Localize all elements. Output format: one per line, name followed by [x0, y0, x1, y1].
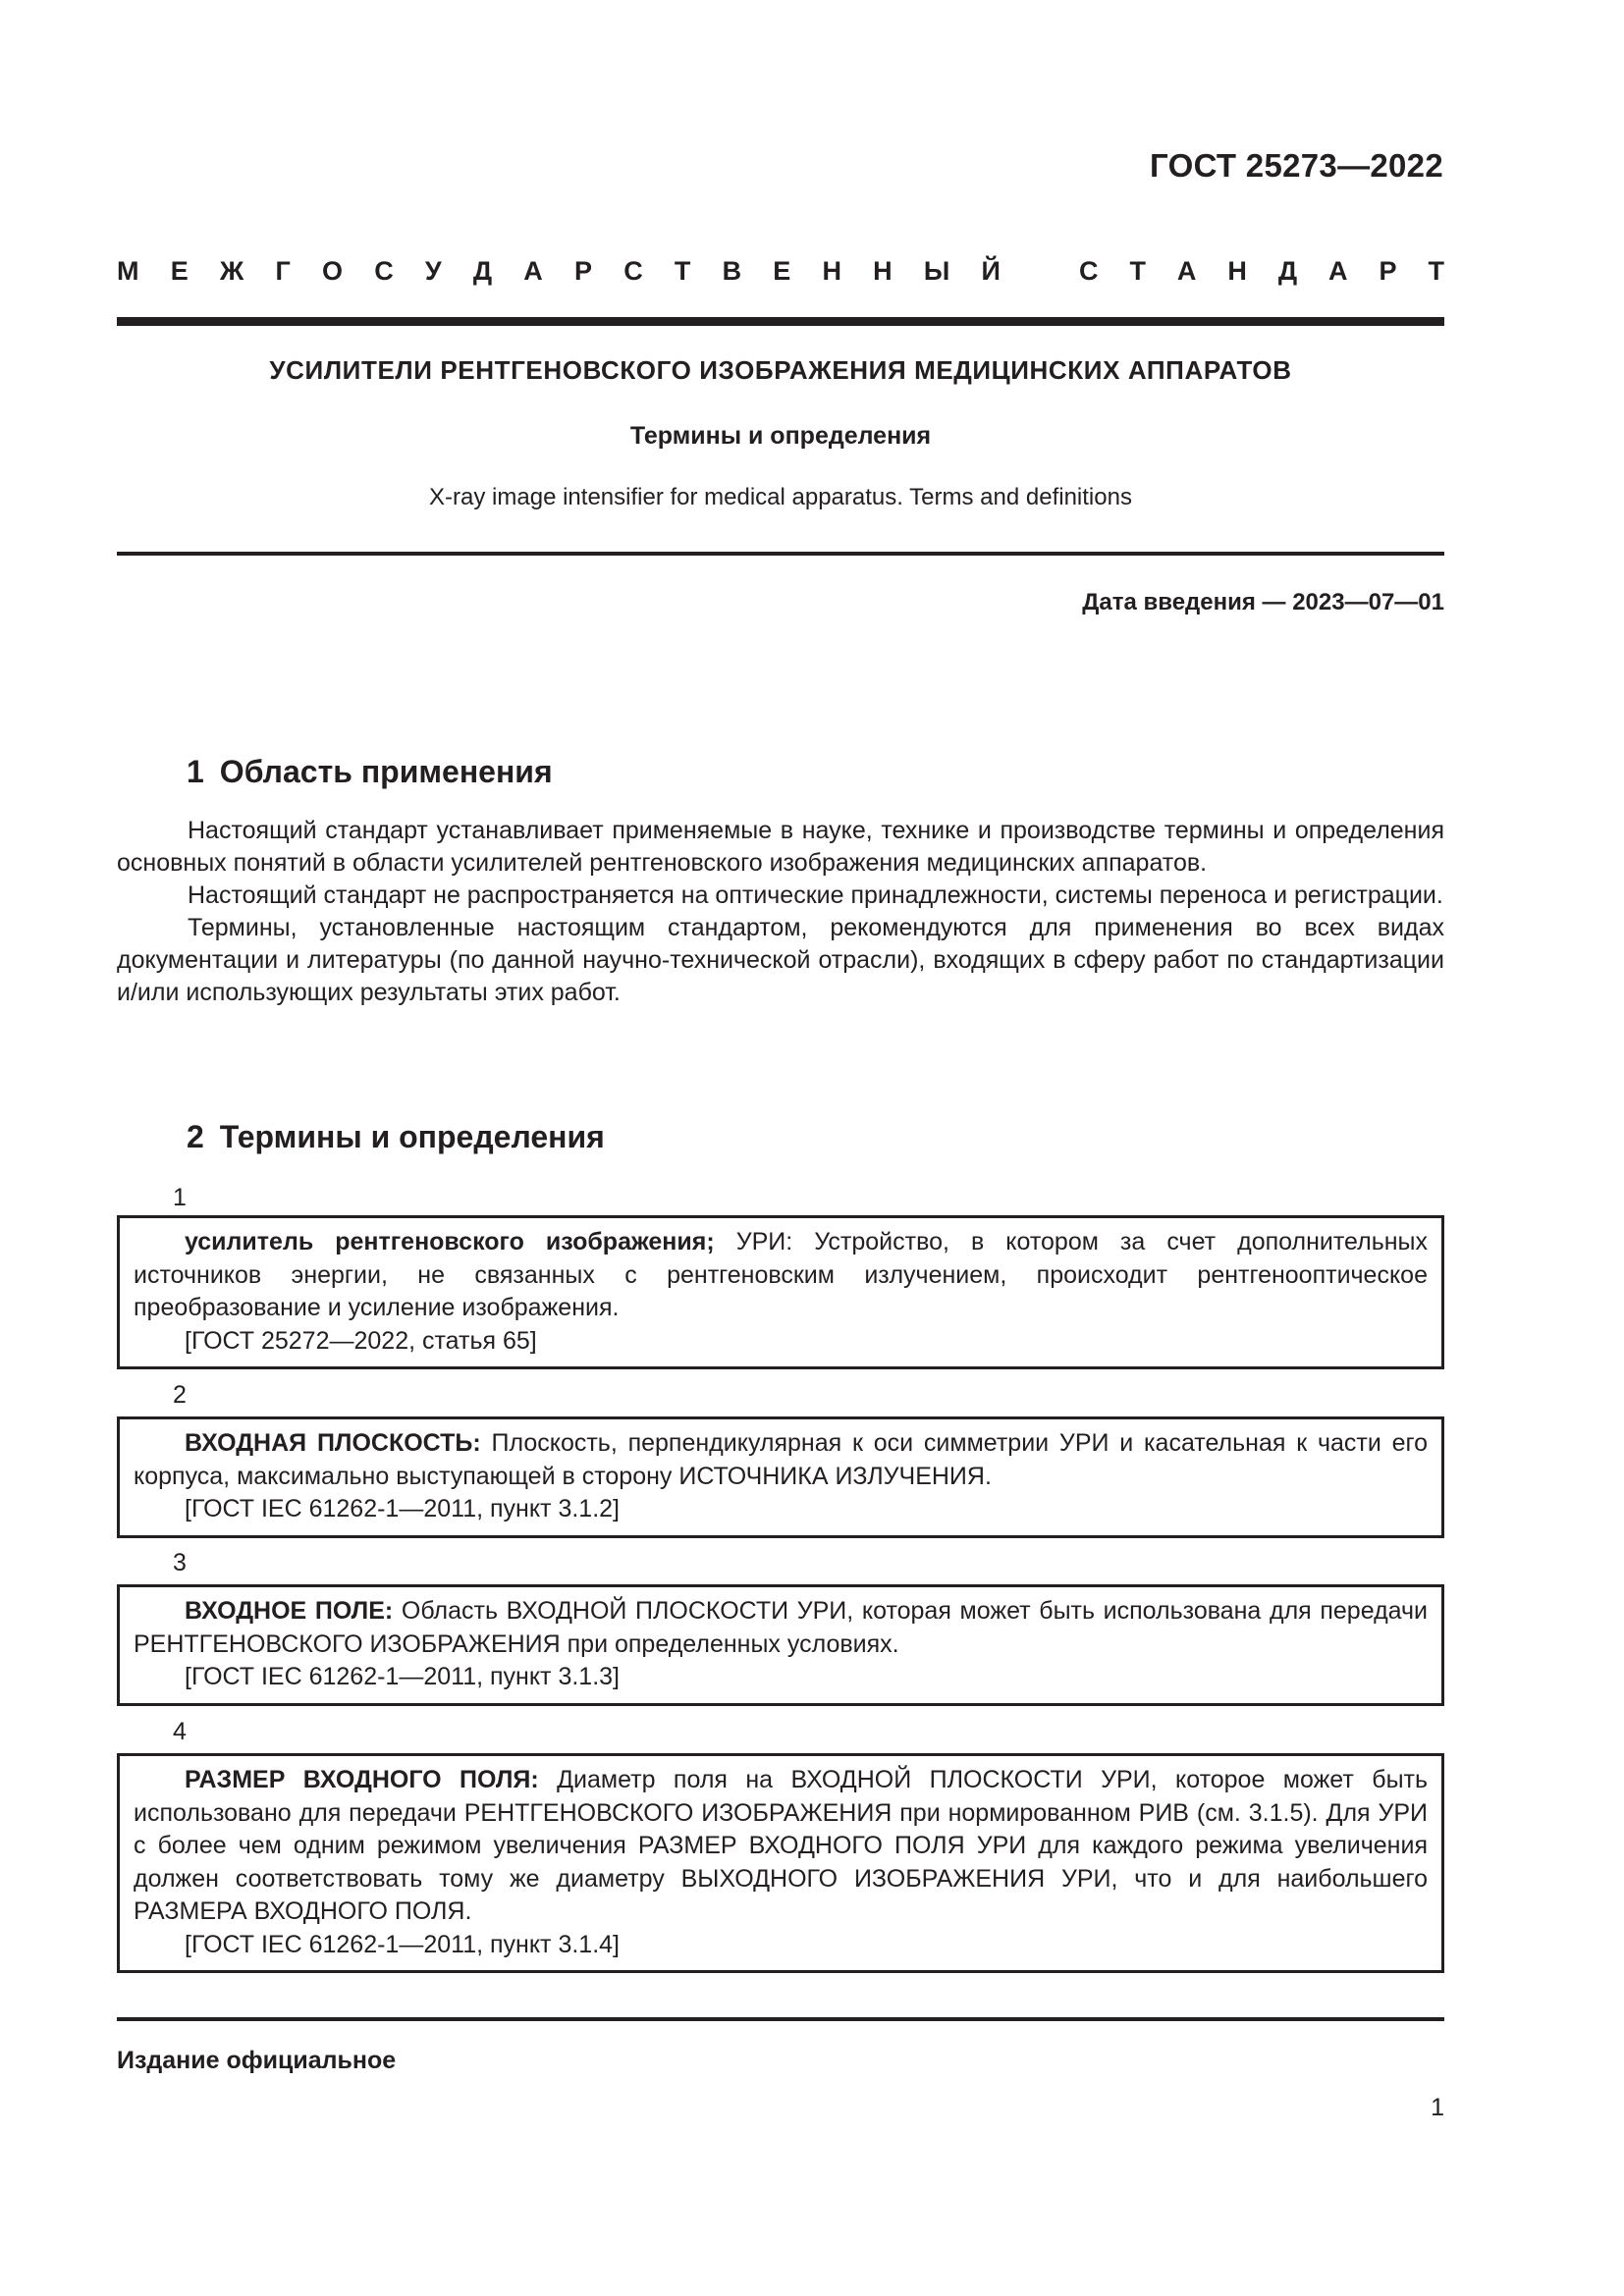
paragraph: Настоящий стандарт не распространяется на оптические принадлежности, системы переноса и регистрации. — [188, 881, 1443, 909]
banner-letter: Т — [1129, 255, 1146, 286]
term-source: [ГОСТ IEC 61262-1—2011, пункт 3.1.4] — [185, 1930, 620, 1958]
title-rule — [117, 552, 1444, 556]
section-number: 1 — [187, 754, 204, 789]
standard-type-banner — [117, 251, 1444, 291]
banner-letter: Р — [573, 255, 592, 286]
term-name: ВХОДНОЕ ПОЛЕ: — [185, 1597, 394, 1625]
document-title: УСИЛИТЕЛИ РЕНТГЕНОВСКОГО ИЗОБРАЖЕНИЯ МЕДИЦИНСКИХ АППАРАТОВ — [269, 355, 1292, 385]
term-source: [ГОСТ IEC 61262-1—2011, пункт 3.1.3] — [185, 1663, 620, 1690]
term-definition-text: УРИ: Устройство, в котором за счет дополнительных источников энергии, не связанных с рентгеновским излучением, происходит рентгенооптическое преобразование и усиление изображения. — [134, 1228, 1428, 1321]
section-title: Область применения — [219, 754, 553, 789]
banner-letter: М — [117, 255, 139, 286]
term-definition-text: Плоскость, перпендикулярная к оси симметрии УРИ и касательная к части его корпуса, максимально выступающей в сторону ИСТОЧНИКА ИЗЛУЧЕНИЯ. — [134, 1429, 1429, 1490]
term-definition — [134, 1226, 1428, 1325]
banner-letter: А — [1328, 255, 1348, 286]
term-entry — [117, 1584, 1444, 1706]
term-number: 2 — [173, 1381, 187, 1409]
page-number: 1 — [1431, 2094, 1444, 2121]
term-definition — [134, 1764, 1428, 1929]
term-definition-text: Диаметр поля на ВХОДНОЙ ПЛОСКОСТИ УРИ, которое может быть использовано для передачи РЕНТГЕНОВСКОГО ИЗОБРАЖЕНИЯ при нормированном РИВ (см. 3.1.5). Для УРИ с более чем одним режимом увеличения РАЗМЕР ВХОДНОГО ПОЛЯ УРИ для каждого режима увеличения должен соответствовать тому же диаметру ВЫХОДНОГО ИЗОБРАЖЕНИЯ УРИ, что и для наибольшего РАЗМЕРА ВХОДНОГО ПОЛЯ. — [134, 1766, 1429, 1925]
term-entry — [117, 1416, 1444, 1538]
paragraph: Настоящий стандарт устанавливает применяемые в науке, технике и производстве термины и определения основных понятий в области усилителей рентгеновского изображения медицинских аппаратов. — [117, 817, 1444, 877]
banner-letter: А — [523, 255, 543, 286]
banner-letter: Ж — [219, 255, 244, 286]
term-number: 1 — [173, 1184, 187, 1211]
term-source: [ГОСТ 25272—2022, статья 65] — [185, 1326, 537, 1355]
document-title-english: X-ray image intensifier for medical apparatus. Terms and definitions — [429, 484, 1132, 510]
term-name: усилитель рентгеновского изображения; — [185, 1228, 715, 1255]
term-name: ВХОДНАЯ ПЛОСКОСТЬ: — [185, 1429, 481, 1457]
banner-letter: У — [424, 255, 442, 286]
term-number: 3 — [173, 1549, 187, 1576]
banner-letter: О — [321, 255, 343, 286]
banner-word-standard — [1079, 256, 1444, 287]
term-name: РАЗМЕР ВХОДНОГО ПОЛЯ: — [185, 1766, 539, 1793]
banner-letter: Т — [1428, 255, 1444, 286]
banner-letter: Н — [1227, 255, 1247, 286]
banner-letter: Г — [275, 255, 291, 286]
banner-letter: В — [722, 255, 742, 286]
banner-letter: С — [1079, 255, 1099, 286]
banner-letter: Д — [1277, 255, 1298, 286]
banner-letter: Е — [170, 255, 189, 286]
banner-letter: С — [374, 255, 394, 286]
banner-letter: Н — [873, 255, 893, 286]
term-definition — [134, 1595, 1428, 1661]
document-subtitle: Термины и определения — [629, 422, 932, 450]
introduction-date: Дата введения — 2023—07—01 — [1082, 589, 1444, 615]
term-entry — [117, 1753, 1444, 1973]
banner-letter: Ы — [923, 255, 950, 286]
banner-letter: С — [623, 255, 643, 286]
banner-letter: Т — [674, 255, 691, 286]
banner-letter: А — [1176, 255, 1197, 286]
term-source: [ГОСТ IEC 61262-1—2011, пункт 3.1.2] — [185, 1495, 620, 1522]
section-2-heading — [187, 1119, 605, 1155]
section-1-heading — [187, 754, 553, 790]
paragraph: Термины, установленные настоящим стандартом, рекомендуются для применения во всех видах документации и литературы (по данной научно-технической отрасли), входящих в сферу работ по стандартизации и/или использующих результаты этих работ. — [117, 914, 1444, 1006]
term-definition-text: Область ВХОДНОЙ ПЛОСКОСТИ УРИ, которая может быть использована для передачи РЕНТГЕНОВСКОГО ИЗОБРАЖЕНИЯ при определенных условиях. — [134, 1597, 1428, 1658]
banner-word-interstate — [117, 256, 1001, 287]
banner-letter: Д — [472, 255, 493, 286]
header-rule — [117, 317, 1444, 326]
banner-letter: Р — [1379, 255, 1397, 286]
banner-letter: Е — [773, 255, 791, 286]
term-entry — [117, 1215, 1444, 1369]
section-1-body — [117, 815, 1444, 1009]
banner-letter: Н — [822, 255, 841, 286]
edition-label: Издание официальное — [117, 2047, 397, 2074]
term-definition — [134, 1427, 1428, 1493]
banner-letter: Й — [981, 255, 1001, 286]
standard-number: ГОСТ 25273—2022 — [1150, 147, 1443, 184]
section-title: Термины и определения — [219, 1119, 605, 1154]
section-number: 2 — [187, 1119, 204, 1154]
footer-rule — [117, 2017, 1444, 2021]
term-number: 4 — [173, 1718, 187, 1745]
